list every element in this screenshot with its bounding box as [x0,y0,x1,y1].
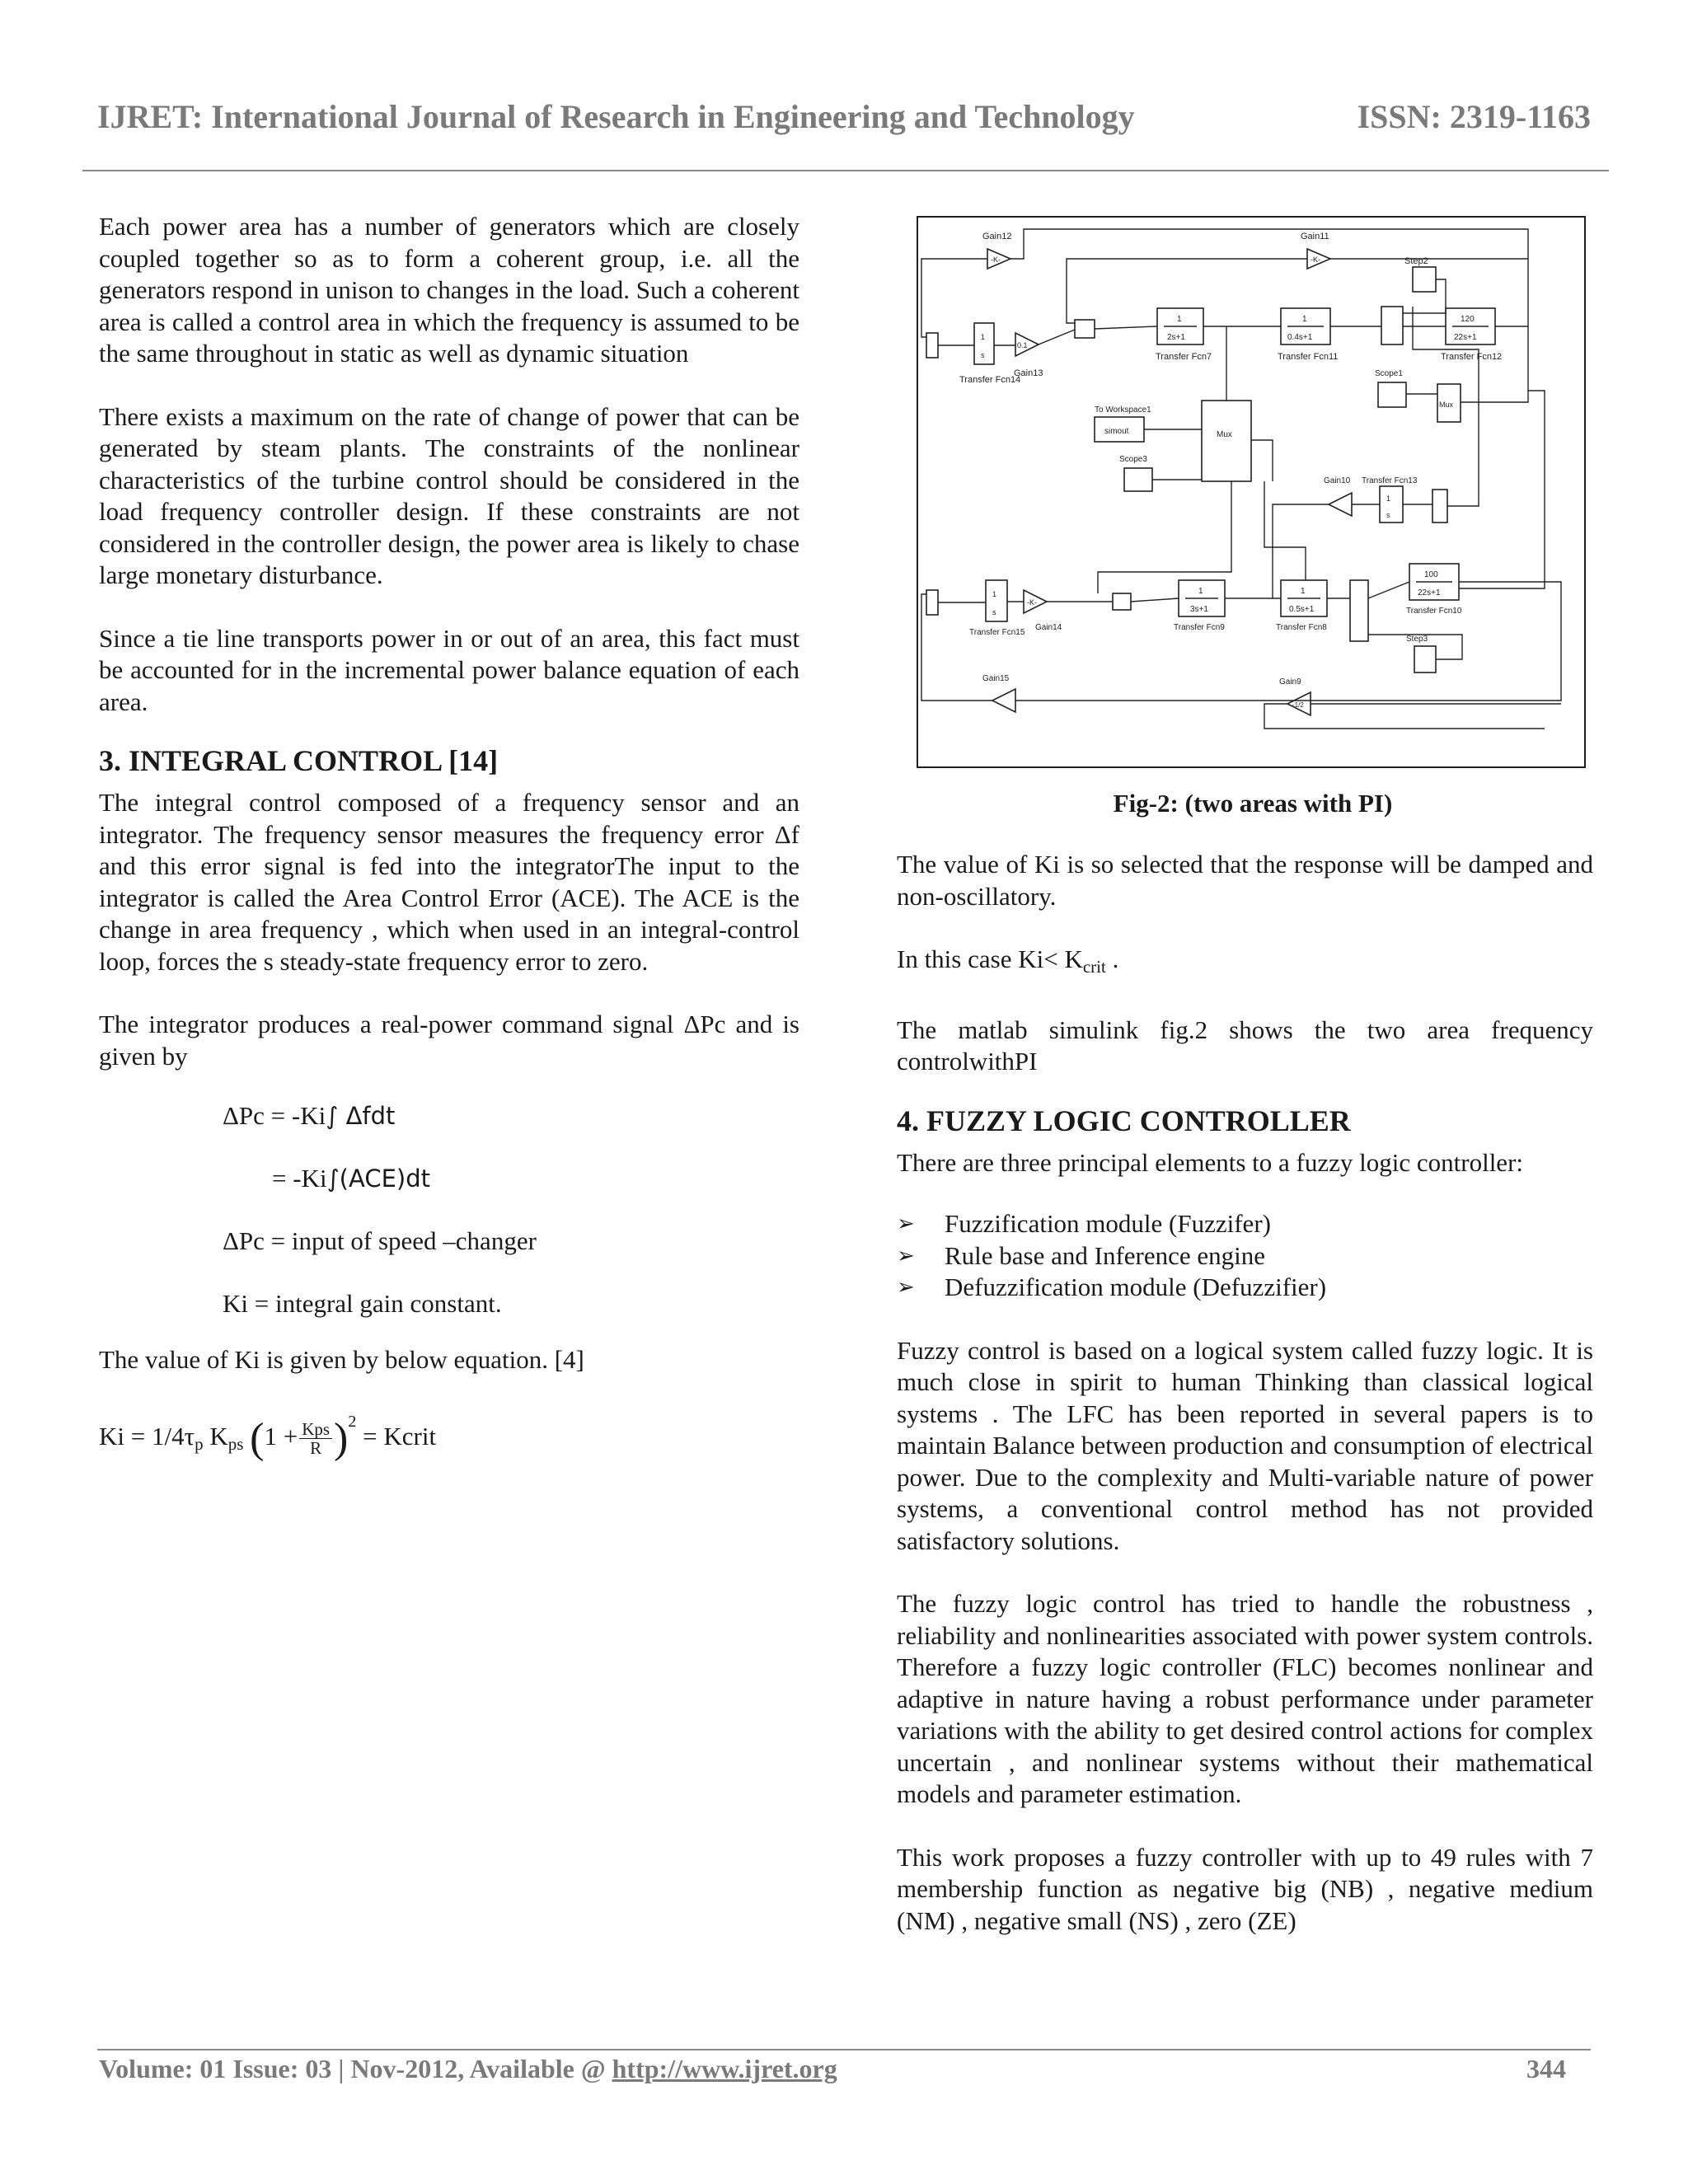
sum-block-1 [926,333,938,358]
page-footer [99,2054,1566,2093]
page-number: 344 [1526,2054,1566,2083]
right-column [897,849,1593,1937]
svg-text:Step3: Step3 [1406,635,1428,644]
arrow-bullet-icon: ➢ [897,1243,915,1268]
paragraph: Since a tie line transports power in or out of an area, this fact must be accounted for in the incremental power balance equation of each area. [99,623,799,716]
svg-text:Mux: Mux [1217,430,1232,439]
equation-3: ΔPc = input of speed –changer [223,1226,537,1255]
simulink-diagram-svg [918,218,1584,766]
svg-text:Mux: Mux [1439,401,1454,409]
svg-text:Gain14: Gain14 [1035,623,1062,632]
section-heading-fuzzy-logic: 4. FUZZY LOGIC CONTROLLER [897,1104,1351,1137]
journal-link[interactable]: http://www.ijret.org [612,2054,837,2083]
gain10-block [1329,493,1352,516]
paragraph: The integrator produces a real-power command signal ΔPc and is given by [99,1010,799,1071]
svg-text:-K-: -K- [1311,255,1320,264]
svg-text:s: s [981,351,985,359]
issn: ISSN: 2319-1163 [1357,98,1591,135]
svg-text:1: 1 [1198,587,1203,596]
svg-text:Transfer Fcn13: Transfer Fcn13 [1362,476,1418,485]
tf13-block [1380,486,1403,523]
svg-text:1: 1 [1302,315,1307,324]
svg-text:Scope3: Scope3 [1119,455,1147,464]
paragraph: The value of Ki is given by below equation. [4] [99,1345,584,1374]
left-column [99,211,799,1460]
svg-text:1: 1 [992,590,997,598]
svg-text:Transfer Fcn12: Transfer Fcn12 [1441,352,1503,362]
svg-text:0.4s+1: 0.4s+1 [1287,333,1313,342]
sum-block-5 [926,590,938,615]
svg-text:Transfer Fcn7: Transfer Fcn7 [1156,352,1212,362]
gain15-block [992,689,1015,712]
header-rule [82,170,1609,171]
section-heading-integral-control: 3. INTEGRAL CONTROL [14] [99,744,499,777]
svg-text:Transfer Fcn11: Transfer Fcn11 [1278,352,1339,362]
equation-2: = -Ki∫(ACE)dt [272,1164,430,1193]
step3-block [1414,646,1436,673]
equation-4: Ki = integral gain constant. [223,1289,502,1318]
scope1-block [1378,382,1406,407]
paragraph: There are three principal elements to a fuzzy logic controller: [897,1147,1523,1177]
svg-text:1: 1 [1177,315,1182,324]
journal-title: IJRET: International Journal of Research in Engineering and Technology [97,98,1135,135]
svg-text:Gain9: Gain9 [1279,677,1301,687]
list-item: ➢ Fuzzification module (Fuzzifer) [897,1208,1593,1240]
fraction: $\frac{\text{Kps}}{R}$ [299,1420,332,1457]
sum-block-3 [1381,307,1403,344]
svg-text:1: 1 [981,333,986,341]
sum-block-4 [1432,490,1447,523]
svg-text:0.1: 0.1 [1017,341,1028,349]
simulink-diagram [917,216,1586,768]
svg-text:simout: simout [1104,427,1129,436]
list-item: ➢ Rule base and Inference engine [897,1240,1593,1272]
step2-block [1413,267,1436,292]
scope3-block [1124,468,1152,491]
svg-text:-K-: -K- [991,255,1001,264]
svg-text:Scope1: Scope1 [1375,369,1403,378]
sum-block-7 [1350,580,1368,641]
svg-text:Transfer Fcn9: Transfer Fcn9 [1174,623,1225,632]
svg-text:Gain15: Gain15 [982,674,1010,683]
paragraph: The value of Ki is so selected that the response will be damped and non-oscillatory. [897,850,1593,911]
svg-text:s: s [1386,511,1390,519]
sum-block-6 [1113,593,1131,610]
svg-text:120: 120 [1461,315,1475,324]
svg-text:Step2: Step2 [1404,256,1428,266]
paragraph: There exists a maximum on the rate of change of power that can be generated by steam plants. The constraints of the nonlinear characteristics of the turbine control should be considered in the load frequency controller design. If these constraints are not considered in the controller design, the power area is likely to chase large monetary disturbance. [99,401,799,589]
paragraph: This work proposes a fuzzy controller with up to 49 rules with 7 membership function as negative big (NB) , negative medium (NM) , negative small (NS) , zero (ZE) [897,1842,1593,1935]
svg-text:0.5s+1: 0.5s+1 [1289,605,1315,614]
equation-1: ΔPc = -Ki∫ Δfdt [223,1101,396,1130]
paragraph: In this case $Ki< K_{crit}$ . [897,944,1119,977]
bullet-list [897,1208,1593,1304]
gain12-label: Gain12 [982,232,1012,241]
svg-text:22s+1: 22s+1 [1454,333,1477,342]
svg-text:Transfer Fcn14: Transfer Fcn14 [959,375,1021,385]
svg-text:Transfer Fcn10: Transfer Fcn10 [1406,607,1462,616]
svg-text:-1/2: -1/2 [1292,701,1304,709]
svg-text:Gain13: Gain13 [1014,368,1043,378]
svg-text:3s+1: 3s+1 [1190,605,1208,614]
sum-block-2 [1075,320,1095,338]
paragraph: Fuzzy control is based on a logical system called fuzzy logic. It is much close in spirit to human Thinking than classical logical systems . The LFC has been reported in several papers is to maintain Balance between production and consumption of electrical power. Due to the complexity and Multi-variable nature of power systems, a conventional control method has not provided satisfactory solutions. [897,1335,1593,1555]
list-item: ➢ Defuzzification module (Defuzzifier) [897,1272,1593,1304]
footer-rule [97,2049,1591,2050]
mux-block [1202,401,1251,481]
svg-text:100: 100 [1424,570,1438,579]
ki-equation: $Ki = 1/4\tau_p$ $K_{ps}$ (1 + $\frac{\text{Kps}}{R}$ )$^2$ = Kcrit [99,1412,437,1462]
paragraph: The matlab simulink fig.2 shows the two area frequency controlwithPI [897,1015,1593,1076]
svg-text:2s+1: 2s+1 [1167,333,1185,342]
svg-text:1: 1 [1386,494,1391,503]
svg-text:s: s [992,608,996,616]
tf15-block [986,580,1007,621]
footer-volume: Volume: 01 Issue: 03 | Nov-2012, Available @ http://www.ijret.org [99,2054,837,2083]
paragraph: The fuzzy logic control has tried to handle the robustness , reliability and nonlinearities associated with power system controls. Therefore a fuzzy logic controller (FLC) becomes nonlinear and adaptive in nature having a robust performance under parameter variations with the ability to get desired control actions for complex uncertain , and nonlinear systems without their mathematical models and parameter estimation. [897,1589,1593,1808]
page-header [97,97,1591,147]
arrow-bullet-icon: ➢ [897,1275,915,1300]
svg-text:22s+1: 22s+1 [1418,588,1441,598]
paragraph: The integral control composed of a frequency sensor and an integrator. The frequency sensor measures the frequency error Δf and this error signal is fed into the integratorThe input to the integrator is called the Area Control Error (ACE). The ACE is the change in area frequency , which when used in an integral-control loop, forces the s steady-state frequency error to zero. [99,788,799,976]
svg-text:To Workspace1: To Workspace1 [1095,405,1151,415]
svg-text:Transfer Fcn8: Transfer Fcn8 [1276,623,1327,632]
svg-text:Gain10: Gain10 [1324,476,1351,485]
gain11-label: Gain11 [1301,232,1329,241]
svg-text:1: 1 [1301,587,1306,596]
figure-caption: Fig-2: (two areas with PI) [1113,789,1393,818]
svg-text:Transfer Fcn15: Transfer Fcn15 [969,628,1025,637]
arrow-bullet-icon: ➢ [897,1212,915,1236]
svg-text:-K-: -K- [1027,598,1037,607]
paragraph: Each power area has a number of generators which are closely coupled together so as to form a coherent group, i.e. all the generators respond in unison to changes in the load. Such a coherent area is called a control area in which the frequency is assumed to be the same throughout in static as well as dynamic situation [99,212,799,368]
